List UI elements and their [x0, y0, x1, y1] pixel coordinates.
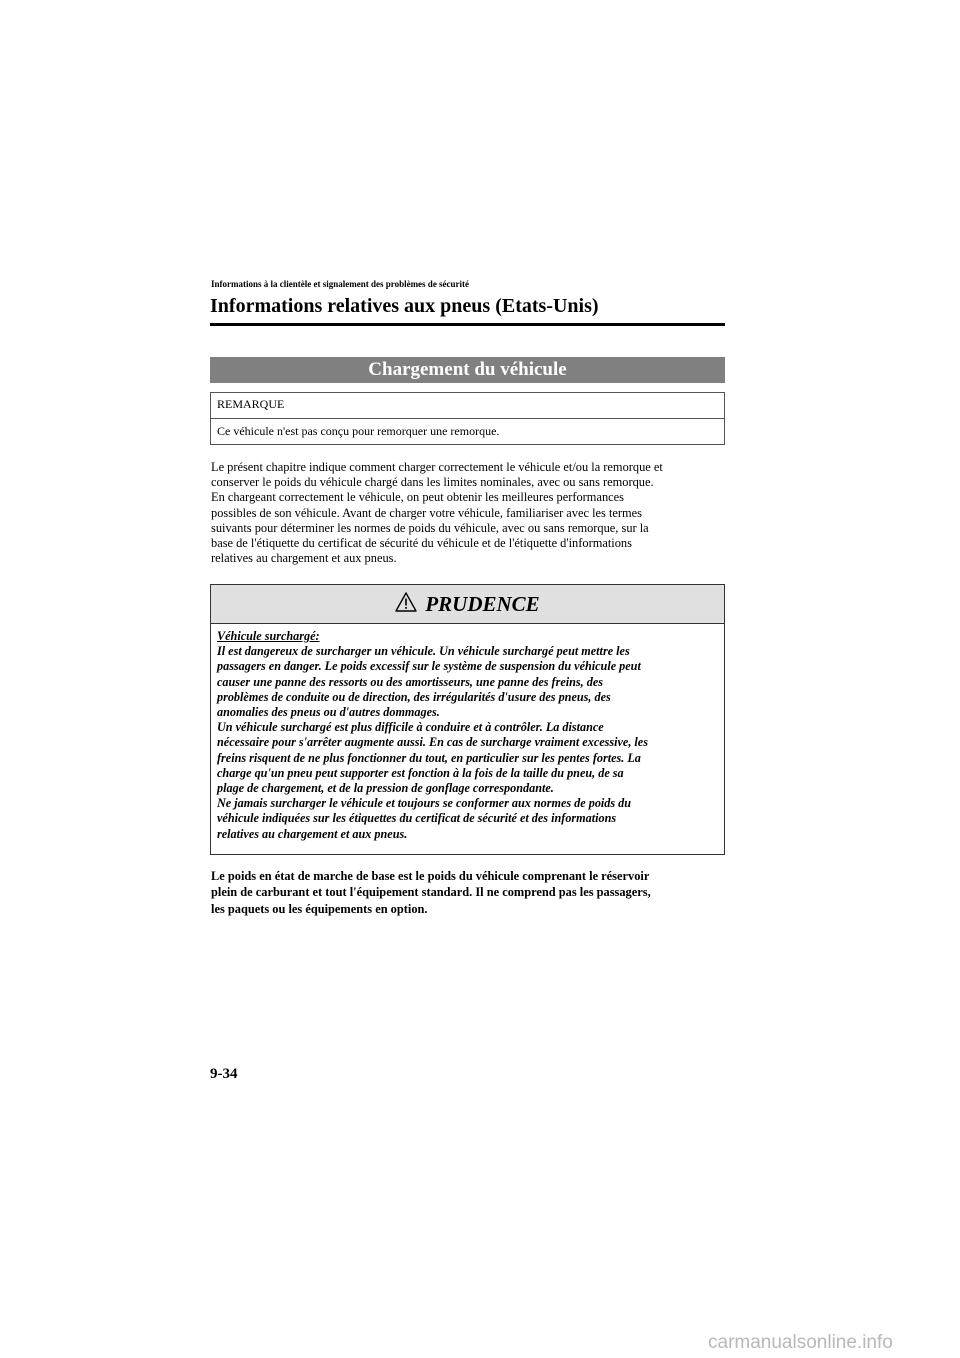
note-divider — [211, 418, 724, 419]
caution-line: plage de chargement, et de la pression de gonflage correspondante. — [217, 781, 554, 796]
definition-line: Le poids en état de marche de base est le poids du véhicule comprenant le réservoir — [211, 869, 650, 883]
subsection-banner: Chargement du véhicule — [210, 357, 725, 383]
caution-header — [211, 585, 724, 624]
caution-subheading: Véhicule surchargé: — [217, 629, 320, 643]
caution-line: freins risquent de ne plus fonctionner du tout, en particulier sur les pentes fortes. La — [217, 750, 641, 765]
warning-triangle-icon — [395, 592, 417, 617]
section-label: Informations à la clientèle et signalement des problèmes de sécurité — [211, 279, 470, 289]
caution-body — [217, 629, 722, 842]
intro-line: suivants pour déterminer les normes de poids du véhicule, avec ou sans remorque, sur la — [211, 520, 649, 535]
caution-line: Un véhicule surchargé est plus difficile à conduire et à contrôler. La distance — [217, 720, 604, 735]
caution-line: anomalies des pneus ou d'autres dommages. — [217, 705, 440, 720]
caution-line: nécessaire pour s'arrêter augmente aussi. En cas de surcharge vraiment excessive, les — [217, 735, 648, 750]
intro-line: base de l'étiquette du certificat de sécurité du véhicule et de l'étiquette d'informations — [211, 536, 632, 551]
definition-line: les paquets ou les équipements en option. — [211, 901, 428, 916]
definition-line: plein de carburant et tout l'équipement standard. Il ne comprend pas les passagers, — [211, 885, 651, 900]
note-text: Ce véhicule n'est pas conçu pour remorquer une remorque. — [217, 424, 500, 438]
caution-title: PRUDENCE — [425, 592, 540, 616]
caution-line: charge qu'un pneu peut supporter est fonction à la fois de la taille du pneu, de sa — [217, 765, 624, 780]
caution-line: passagers en danger. Le poids excessif sur le système de suspension du véhicule peut — [217, 659, 641, 674]
note-heading: REMARQUE — [217, 397, 285, 411]
caution-line: véhicule indiquées sur les étiquettes du certificat de sécurité et des informations — [217, 811, 617, 826]
intro-paragraph — [211, 460, 731, 566]
site-watermark: carmanualsonline.info — [708, 1332, 893, 1353]
caution-title-row — [211, 592, 724, 617]
caution-line: problèmes de conduite ou de direction, des irrégularités d'usure des pneus, des — [217, 689, 611, 704]
curb-weight-definition — [211, 868, 731, 917]
caution-line: causer une panne des ressorts ou des amortisseurs, une panne des freins, des — [217, 674, 603, 689]
intro-line: possibles de son véhicule. Avant de charger votre véhicule, familiariser avec les termes — [211, 505, 642, 520]
page-title: Informations relatives aux pneus (Etats-Unis) — [210, 295, 599, 317]
title-divider — [210, 323, 725, 326]
caution-box — [210, 584, 725, 855]
intro-line: relatives au chargement et aux pneus. — [211, 551, 397, 566]
intro-line: En chargeant correctement le véhicule, on peut obtenir les meilleures performances — [211, 490, 624, 505]
note-box — [210, 392, 725, 445]
caution-line: Il est dangereux de surcharger un véhicule. Un véhicule surchargé peut mettre les — [217, 644, 630, 659]
page-number: 9-34 — [210, 1066, 238, 1082]
intro-line: conserver le poids du véhicule chargé dans les limites nominales, avec ou sans remorque. — [211, 475, 654, 490]
caution-line: relatives au chargement et aux pneus. — [217, 826, 408, 841]
intro-line: Le présent chapitre indique comment charger correctement le véhicule et/ou la remorque et — [211, 460, 663, 474]
caution-line: Ne jamais surcharger le véhicule et toujours se conformer aux normes de poids du — [217, 796, 632, 811]
